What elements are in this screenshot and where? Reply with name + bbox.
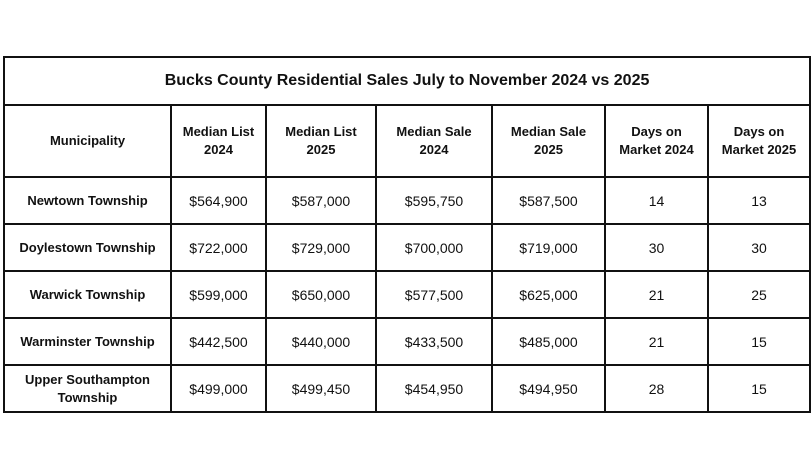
days-on-market-2024-cell: 30 bbox=[605, 224, 708, 271]
sales-table bbox=[3, 56, 811, 413]
median-list-2025-cell: $650,000 bbox=[266, 271, 376, 318]
median-sale-2024-cell: $595,750 bbox=[376, 177, 492, 224]
table-title: Bucks County Residential Sales July to November 2024 vs 2025 bbox=[4, 57, 810, 105]
header-median-sale-2025: Median Sale 2025 bbox=[492, 105, 605, 177]
table-row bbox=[4, 177, 810, 224]
median-list-2024-cell: $442,500 bbox=[171, 318, 266, 365]
municipality-cell: Warminster Township bbox=[4, 318, 171, 365]
median-list-2025-cell: $729,000 bbox=[266, 224, 376, 271]
days-on-market-2025-cell: 15 bbox=[708, 318, 810, 365]
header-median-list-2024: Median List 2024 bbox=[171, 105, 266, 177]
median-sale-2025-cell: $587,500 bbox=[492, 177, 605, 224]
median-sale-2024-cell: $454,950 bbox=[376, 365, 492, 412]
days-on-market-2025-cell: 13 bbox=[708, 177, 810, 224]
days-on-market-2024-cell: 21 bbox=[605, 271, 708, 318]
header-municipality: Municipality bbox=[4, 105, 171, 177]
median-list-2025-cell: $440,000 bbox=[266, 318, 376, 365]
median-list-2025-cell: $587,000 bbox=[266, 177, 376, 224]
table-row bbox=[4, 224, 810, 271]
table-row bbox=[4, 365, 810, 412]
days-on-market-2024-cell: 14 bbox=[605, 177, 708, 224]
median-list-2024-cell: $499,000 bbox=[171, 365, 266, 412]
median-list-2024-cell: $722,000 bbox=[171, 224, 266, 271]
median-sale-2025-cell: $625,000 bbox=[492, 271, 605, 318]
table-row bbox=[4, 318, 810, 365]
header-row bbox=[4, 105, 810, 177]
days-on-market-2025-cell: 15 bbox=[708, 365, 810, 412]
days-on-market-2024-cell: 21 bbox=[605, 318, 708, 365]
header-days-on-market-2024: Days on Market 2024 bbox=[605, 105, 708, 177]
municipality-cell: Newtown Township bbox=[4, 177, 171, 224]
median-list-2024-cell: $599,000 bbox=[171, 271, 266, 318]
municipality-cell: Warwick Township bbox=[4, 271, 171, 318]
median-sale-2025-cell: $494,950 bbox=[492, 365, 605, 412]
table-row bbox=[4, 271, 810, 318]
median-sale-2025-cell: $485,000 bbox=[492, 318, 605, 365]
median-sale-2025-cell: $719,000 bbox=[492, 224, 605, 271]
header-median-sale-2024: Median Sale 2024 bbox=[376, 105, 492, 177]
municipality-cell: Upper Southampton Township bbox=[4, 365, 171, 412]
days-on-market-2024-cell: 28 bbox=[605, 365, 708, 412]
municipality-cell: Doylestown Township bbox=[4, 224, 171, 271]
median-list-2024-cell: $564,900 bbox=[171, 177, 266, 224]
median-sale-2024-cell: $433,500 bbox=[376, 318, 492, 365]
median-list-2025-cell: $499,450 bbox=[266, 365, 376, 412]
median-sale-2024-cell: $577,500 bbox=[376, 271, 492, 318]
median-sale-2024-cell: $700,000 bbox=[376, 224, 492, 271]
title-row bbox=[4, 57, 810, 105]
days-on-market-2025-cell: 30 bbox=[708, 224, 810, 271]
header-days-on-market-2025: Days on Market 2025 bbox=[708, 105, 810, 177]
header-median-list-2025: Median List 2025 bbox=[266, 105, 376, 177]
days-on-market-2025-cell: 25 bbox=[708, 271, 810, 318]
